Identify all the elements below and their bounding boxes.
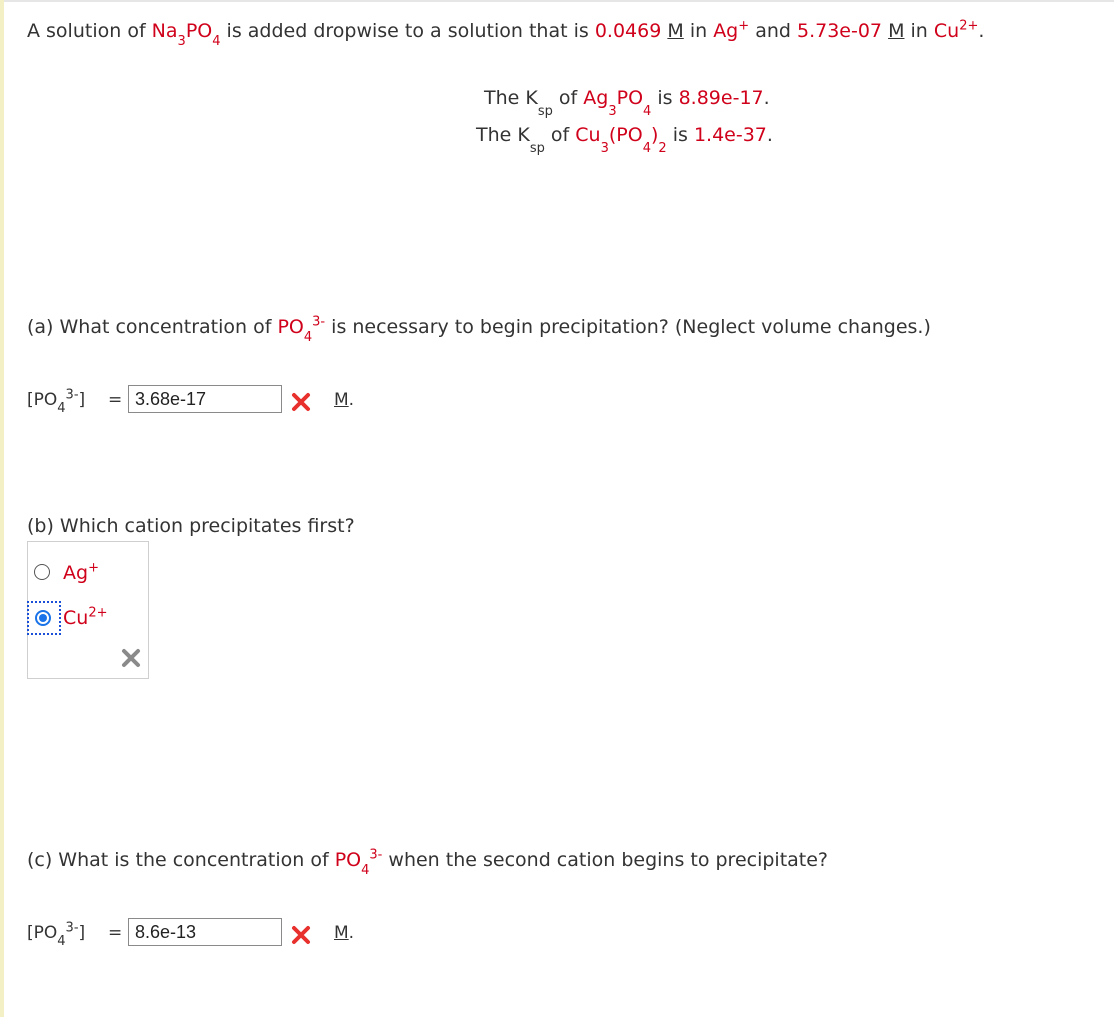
cu-concentration: 5.73e-07	[796, 20, 883, 42]
ksp-cu3po42-line: The $K_{sp}$ of $Cu_3(PO_4)_2$ is 1.4e-37.	[476, 124, 773, 156]
top-divider	[4, 0, 1114, 2]
part-c-answer-input[interactable]: 8.6e-13	[128, 918, 282, 946]
radio-ag[interactable]	[34, 564, 50, 580]
part-c-question: (c) What is the concentration of $PO_4^{3-}$ when the second cation begins to precipitate?	[27, 847, 829, 878]
part-a-equals: =	[108, 390, 123, 410]
problem-intro: A solution of $Na_3PO_4$ is added dropwise to a solution that is 0.0469 M in Ag+ and 5.73e-07 M in $Cu^{2+}$.	[27, 18, 985, 49]
part-c-unit: M.	[334, 923, 355, 943]
left-margin-rule	[0, 0, 4, 1017]
radio-cu[interactable]	[35, 610, 51, 626]
option-cu-label[interactable]: $Cu^{2+}$	[63, 605, 108, 629]
part-c-label: $[PO_4^{3-}]$	[27, 920, 86, 950]
part-a-unit: M.	[334, 390, 355, 410]
incorrect-choice-icon	[120, 647, 142, 669]
part-a-answer-input[interactable]: 3.68e-17	[128, 385, 282, 413]
ag-concentration: 0.0469	[594, 20, 662, 42]
part-a-question: (a) What concentration of $PO_4^{3-}$ is necessary to begin precipitation? (Neglect volume changes.)	[27, 314, 931, 345]
part-a-label: $[PO_4^{3-}]$	[27, 387, 86, 417]
option-ag-label[interactable]: Ag+	[63, 560, 99, 584]
incorrect-icon	[290, 391, 312, 413]
part-b-question: (b) Which cation precipitates first?	[27, 515, 355, 537]
ksp-ag3po4-line: The $K_{sp}$ of $Ag_3PO_4$ is 8.89e-17.	[484, 87, 770, 119]
incorrect-icon	[290, 924, 312, 946]
part-c-equals: =	[108, 923, 123, 943]
